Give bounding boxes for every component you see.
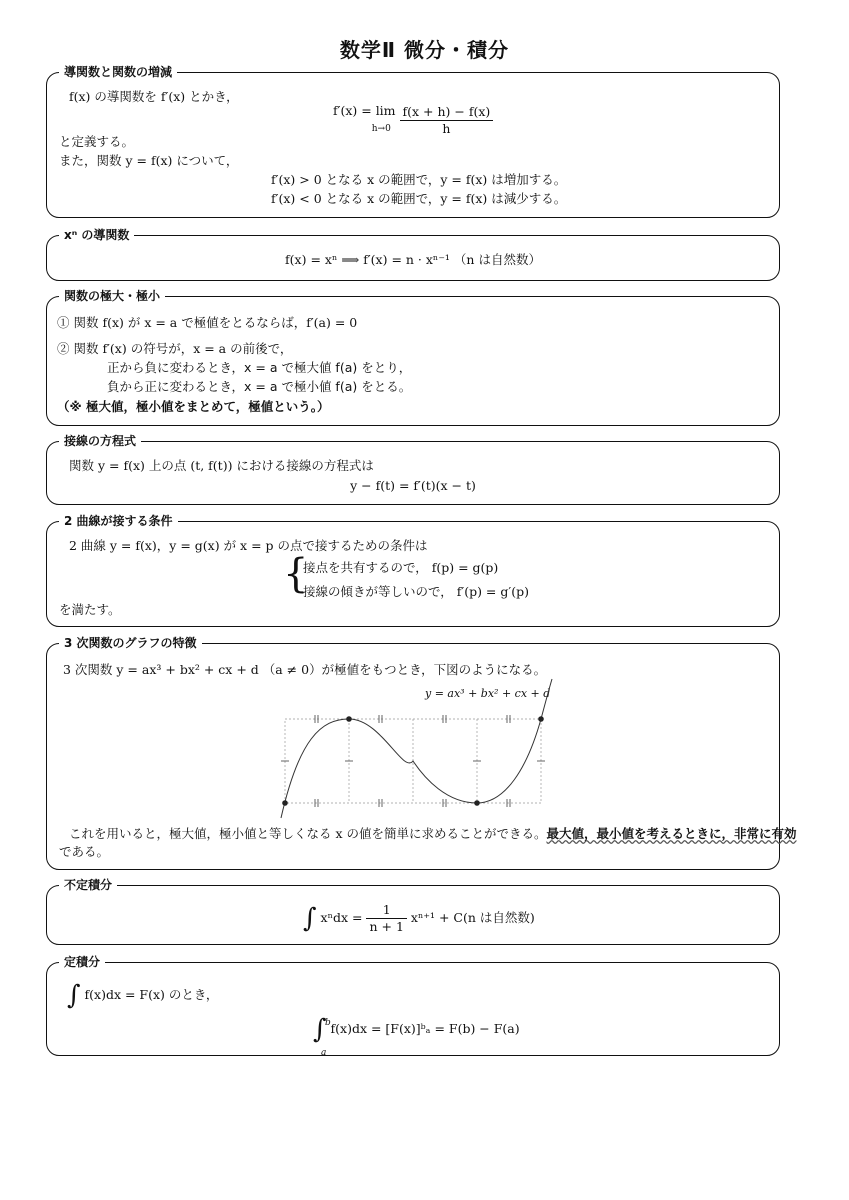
tangent-formula: y − f(t) = f′(t)(x − t)	[350, 478, 476, 493]
integral-sign: ∫	[303, 903, 317, 934]
text-line: f(x) の導関数を f′(x) とかき，	[69, 89, 239, 104]
local-max-rule: 正から負に変わるとき，x = a で極大値 f(a) をとり，	[107, 360, 412, 375]
page-title: 数学Ⅱ 微分・積分	[339, 38, 510, 62]
emphasized-text: 最大値，最小値を考えるときに，非常に有効	[546, 826, 797, 841]
text-line	[67, 981, 218, 1010]
cubic-curve	[281, 679, 552, 818]
condition-equal-slope: 接線の傾きが等しいので， f′(p) = g′(p)	[303, 584, 529, 599]
lower-limit: a	[321, 1048, 327, 1058]
decrease-condition: f′(x) < 0 となる x の範囲で，y = f(x) は減少する。	[271, 191, 567, 206]
formula-part: xⁿ⁺¹ + C(n は自然数)	[410, 910, 535, 925]
text-line: 3 次関数 y = ax³ + bx² + cx + d （a ≠ 0）が極値をもつとき，下図のようになる。	[63, 662, 547, 677]
formula-part: f(x)dx = [F(x)]ᵇₐ = F(b) − F(a)	[330, 1021, 520, 1036]
text-part: これを用いると，極大値，極小値と等しくなる x の値を簡単に求めることができる。	[69, 826, 547, 841]
section-label: 関数の極大・極小	[59, 287, 165, 305]
text-line: また，関数 y = f(x) について，	[59, 153, 239, 168]
indefinite-integral-formula	[303, 902, 535, 935]
text-line: である。	[59, 844, 110, 859]
text-line: を満たす。	[59, 602, 121, 617]
definite-integral-formula	[313, 1014, 520, 1058]
section-tangent-curves	[46, 514, 780, 627]
section-label: 導関数と関数の増減	[59, 63, 177, 81]
numerator: 1	[366, 902, 406, 919]
extremum-condition-1: ① 関数 f(x) が x = a で極値をとるならば，f′(a) = 0	[57, 315, 358, 330]
section-indefinite-integral	[46, 878, 780, 945]
limit-subscript: h→0	[371, 124, 391, 134]
power-rule-formula: f(x) = xⁿ ⟹ f′(x) = n · xⁿ⁻¹ （n は自然数）	[285, 252, 541, 267]
difference-quotient	[400, 104, 494, 137]
formula-part: xⁿdx =	[320, 910, 363, 925]
section-definite-integral	[46, 955, 780, 1058]
integral-sign: ∫	[67, 980, 81, 1011]
note-text: （※ 極大値，極小値をまとめて，極値という。）	[57, 399, 330, 414]
formula-lhs: f′(x) = lim	[333, 103, 396, 118]
fraction	[366, 902, 406, 935]
derivative-definition-formula	[333, 103, 493, 137]
increase-condition: f′(x) > 0 となる x の範囲で，y = f(x) は増加する。	[271, 172, 567, 187]
condition-common-point: 接点を共有するので， f(p) = g(p)	[303, 560, 499, 575]
section-label: xⁿ の導関数	[59, 226, 134, 244]
section-derivative-definition	[46, 65, 780, 218]
section-power-derivative	[46, 228, 780, 281]
text-line: 関数 y = f(x) 上の点 (t, f(t)) における接線の方程式は	[69, 458, 374, 473]
text-line: 2 曲線 y = f(x)，y = g(x) が x = p の点で接するための条件は	[69, 538, 428, 553]
section-extrema	[46, 289, 780, 426]
upper-limit: b	[325, 1018, 331, 1028]
section-label: 不定積分	[59, 876, 117, 894]
numerator: f(x + h) − f(x)	[400, 104, 494, 121]
brace: {	[283, 551, 309, 597]
text-line	[69, 826, 797, 842]
section-tangent-line	[46, 434, 780, 505]
text-line: と定義する。	[59, 134, 135, 149]
section-label: 接線の方程式	[59, 432, 141, 450]
section-label: 定積分	[59, 953, 105, 971]
denominator: h	[442, 120, 451, 136]
section-cubic-graph	[46, 636, 797, 870]
section-label: 3 次関数のグラフの特徴	[59, 634, 202, 652]
extremum-condition-2: ② 関数 f′(x) の符号が，x = a の前後で，	[57, 341, 293, 356]
integral-sign: ∫	[313, 1014, 327, 1045]
section-label: 2 曲線が接する条件	[59, 512, 178, 530]
text-part: f(x)dx = F(x) のとき，	[84, 987, 219, 1002]
graph-equation-label: y = ax³ + bx² + cx + d	[425, 687, 551, 700]
local-min-rule: 負から正に変わるとき，x = a で極小値 f(a) をとる。	[107, 379, 412, 394]
denominator: n + 1	[369, 919, 404, 934]
